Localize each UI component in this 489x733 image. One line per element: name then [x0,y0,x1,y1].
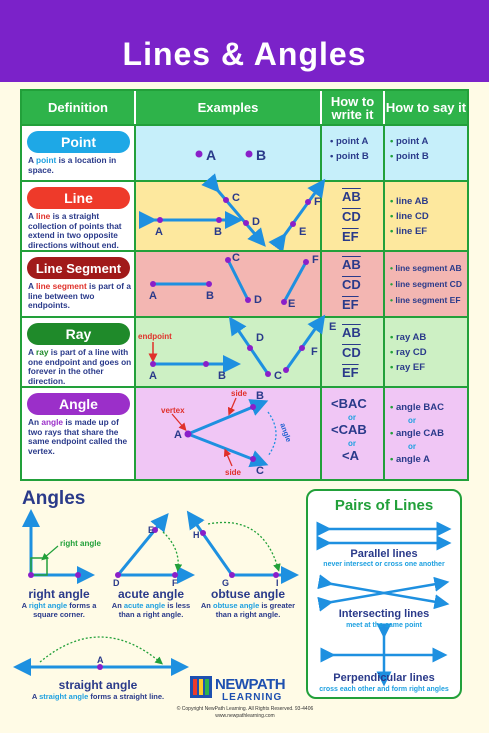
segment-say-list: • line segment AB • line segment CD • line segment EF [390,263,462,305]
perpendicular-lines-label: Perpendicular lines [333,672,435,684]
angles-title: Angles [22,488,86,509]
line-title: Line [27,187,130,209]
straight-angle-caption: straight angle A straight angle forms a straight line. [31,678,165,701]
page-title: Lines & Angles [122,36,367,72]
point-b-label: B [256,147,267,163]
header-write: How to write it [322,91,385,124]
header-examples: Examples [136,91,322,124]
angle-arc-label: angle [278,421,294,444]
website: www.newpathlearning.com [215,713,275,719]
angle-say-list: • angle BAC or • angle CAB or • angle A [390,402,445,465]
angle-notation-a: <A [342,448,359,463]
intersecting-lines-desc: meet at the same point [346,622,422,629]
point-b-dot [246,151,253,158]
line-notation-ef: $\overline{EF}$ [342,229,359,244]
point-definition: A point is a location in space. [28,155,117,175]
header-definition: Definition [22,91,136,124]
angle-title: Angle [27,393,130,415]
angle-example: vertex side side angle A B C [136,388,322,479]
pairs-title: Pairs of Lines [334,497,434,514]
intersecting-lines-label: Intersecting lines [338,608,430,620]
ray-say-list: • ray AB • ray CD • ray EF [390,332,427,373]
pairs-of-lines-panel [306,489,462,699]
line-definition: A line is a straight collection of points that extend in two opposite directions without end. [28,211,122,250]
vertex-label: vertex [161,406,185,415]
row-ray: Ray A ray is part of a line with one endpoint and goes on forever in the other direction. endpoint A B C D E F $\overline{AB}$ $\overline{CD}$ $\overline{EF}$ • ray AB • ray CD • ray EF [22,316,467,386]
point-write-list: • point A • point B [330,136,369,162]
endpoint-label: endpoint [138,332,172,341]
row-line [22,180,467,250]
header-say: How to say it [385,91,467,124]
line-diagram [136,182,322,250]
line-say-list: • line AB • line CD • line EF [390,196,429,237]
acute-angle-caption: acute angle An acute angle is less than a right angle. [111,587,191,619]
segment-title: Line Segment [27,257,130,279]
ray-definition: A ray is part of a line with one endpoint and goes on forever in the other direction. [28,347,132,386]
parallel-lines-label: Parallel lines [350,548,418,560]
angle-definition: An angle is made up of two rays that share the same endpoint called the vertex. [28,417,128,456]
angle-notation-cab: <CAB [331,422,367,437]
segment-example: A B C D E F [136,252,322,316]
pairs-diagrams [308,491,460,697]
point-example [136,126,322,180]
line-notation-cd: $\overline{CD}$ [342,209,361,224]
lines-table [20,89,469,481]
ray-example: endpoint A B C D E F [136,318,322,386]
perpendicular-lines-desc: cross each other and form right angles [319,686,449,693]
point-a-label: A [206,147,217,163]
side-label-bottom: side [225,468,242,477]
newpath-logo-icon [190,676,212,698]
segment-definition: A line segment is part of a line between two endpoints. [28,281,131,311]
point-title: Point [27,131,130,153]
row-line-segment: Line Segment A line segment is part of a line between two endpoints. A B C D E F $\overline{AB}$ $\overline{CD}$ $\overline{EF}$ • line segment AB • line segment CD • line segment EF [22,250,467,316]
logo-text-learning: LEARNING [222,692,283,703]
logo-text-newpath: NEWPATH [215,676,286,693]
ray-title: Ray [27,323,130,345]
angle-diagram [136,388,322,479]
point-diagram [136,126,322,180]
point-a-dot [196,151,203,158]
right-angle-marker-label: right angle [60,539,101,548]
copyright: © Copyright NewPath Learning. All Rights Reserved. 93-4406 [176,706,314,712]
row-angle: Angle An angle is made up of two rays that share the same endpoint called the vertex. vertex side side angle A B C <BAC or <CAB or <A • angle BAC or • angle CAB or • angle A [22,386,467,479]
line-notation-ab: $\overline{AB}$ [342,189,361,204]
parallel-lines-desc: never intersect or cross one another [323,561,445,568]
point-say-list: • point A • point B [390,136,429,162]
side-label-top: side [231,389,248,398]
angle-notation-bac: <BAC [331,396,367,411]
line-example: A B C D E F [136,182,322,250]
poster: Lines & Angles Definition Examples How to write it How to say it Point A point is a location in space. A B • point A • point B • point A • point B Line A line is a straight collection of points that extend in two opposite directions without end. A B C D E F $\overline{AB}$ $\overline{CD}$ $\overline{EF}$ • line AB • line CD • line EF Line Segment A line segment is part of a line between two endpoints. A B C D E F $\overline{AB}$ $\overline{CD}$ $\overline{EF}$ • line segment AB • line segment CD • line segment EF Ray A ray is part of a line with one endpoint and goes on forever in the other direction. endpoint A B C D E F $\overline{AB}$ $\overline{CD}$ $\overline{EF}$ • ray AB • ray CD • ray EF Angle An angle is made up of two rays that share the same endpoint called the vertex. vertex side side angle A B C <BAC or <CAB or <A • angle BAC or • angle CAB or • angle A Angles right angle E D F H G I A right angle A right angle forms a square corner. acute angle An acute angle is less than a right angle. obtuse angle An obtuse angle is greater than a right angle. straight angle A straight angle forms a straight line. Pairs of Lines Parallel lines never intersect or cross one another Intersecting lines meet at the same point Perpendicular lines cross each other and form right angles NEWPATH LEARNING © Copyright NewPath Learning. All Rights Reserved. 93-4406 www.newpathlearning.com [0,0,489,733]
right-angle-caption: right angle A right angle forms a square corner. [21,587,97,619]
obtuse-angle-caption: obtuse angle An obtuse angle is greater than a right angle. [200,587,296,619]
ray-diagram [136,318,322,386]
row-point [22,124,467,180]
